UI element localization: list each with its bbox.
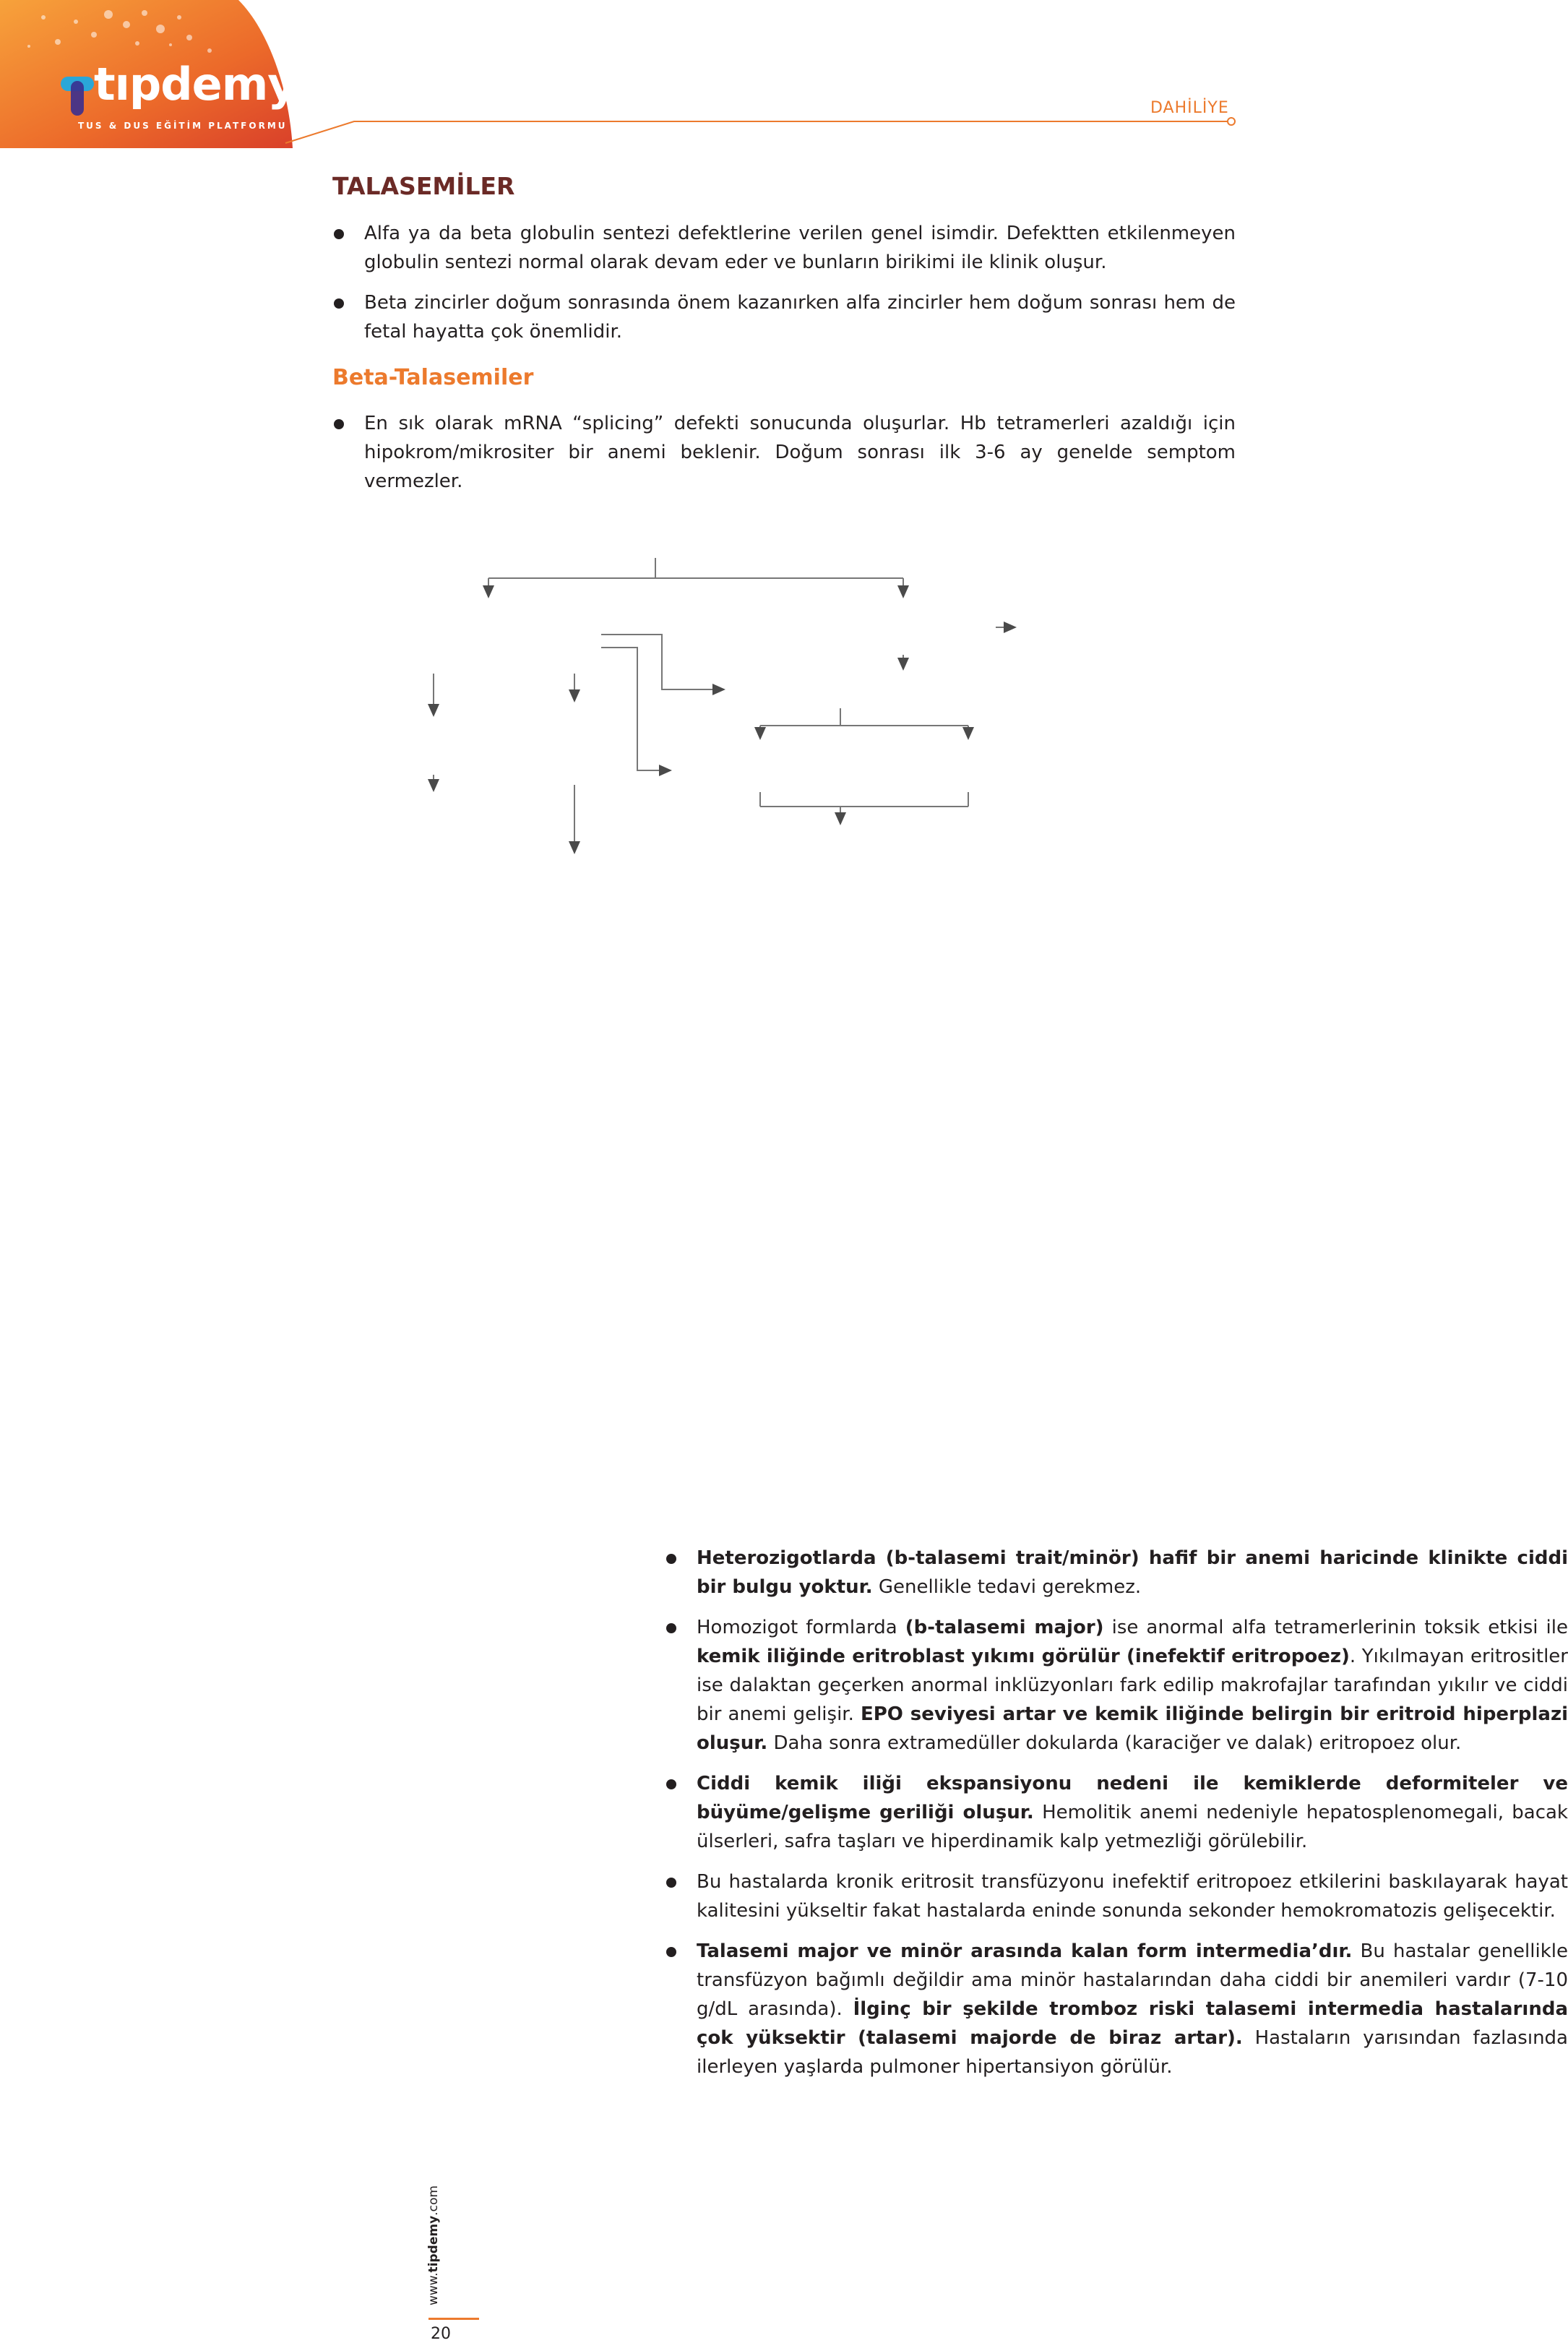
flowchart-connectors <box>332 506 1236 1012</box>
footer-url-suffix: .com <box>426 2185 441 2216</box>
bullet-item <box>665 1544 1568 1602</box>
logo-subtitle: TUS & DUS EĞİTİM PLATFORMU <box>78 121 288 131</box>
page-number: 20 <box>431 2325 451 2343</box>
bullet-item <box>332 219 1236 277</box>
header-divider-line <box>0 101 1257 159</box>
footer-accent-line <box>428 2318 479 2320</box>
bullet-item <box>665 1769 1568 1856</box>
beta-bullet-list <box>332 409 1236 496</box>
bullet-text: Daha sonra extramedüller dokularda (karaciğer ve dalak) eritropoez olur. <box>767 1732 1462 1754</box>
bullet-text: Hastaların yarısından fazlasında ilerleyen yaşlarda pulmoner hipertansiyon görülür. <box>697 2027 1568 2078</box>
logo-text: tıpdemy <box>94 58 296 111</box>
content-top <box>332 166 1236 507</box>
bullet-dot-icon <box>334 419 344 429</box>
bullet-text: Bu hastalar genellikle transfüzyon bağımlı değildir ama minör hastalarından daha ciddi bir anemileri vardır (7-10 g/dL arasında). <box>697 1940 1568 2020</box>
bullet-text: Alfa ya da beta globulin sentezi defektlerine verilen genel isimdir. Defektten etkilenmeyen globulin sentezi normal olarak devam eder ve bunların birikimi ile klinik oluşur. <box>364 223 1236 273</box>
bullet-item <box>665 1867 1568 1925</box>
bullet-text: Beta zincirler doğum sonrasında önem kazanırken alfa zincirler hem doğum sonrası hem de fetal hayatta çok önemlidir. <box>364 292 1236 343</box>
bullet-bold-text: Talasemi major ve minör arasında kalan form intermedia’dır. <box>697 1940 1353 1962</box>
bullet-item <box>665 1613 1568 1758</box>
bullet-dot-icon <box>666 1623 676 1633</box>
bullet-dot-icon <box>666 1779 676 1789</box>
lower-bullet-list <box>665 1544 1568 2081</box>
bullet-dot-icon <box>334 298 344 309</box>
bullet-text: Homozigot formlarda <box>697 1617 905 1638</box>
bullet-bold-text: kemik iliğinde eritroblast yıkımı görülür (inefektif eritropoez) <box>697 1646 1350 1667</box>
bullet-text: Hemolitik anemi nedeniyle hepatosplenomegali, bacak ülserleri, safra taşları ve hiperdinamik kalp yetmezliği görülebilir. <box>697 1802 1568 1852</box>
bullet-dot-icon <box>334 229 344 239</box>
page-title: TALASEMİLER <box>332 172 515 200</box>
bullet-dot-icon <box>666 1554 676 1564</box>
footer-url-prefix: www. <box>426 2272 441 2305</box>
bullet-item <box>332 288 1236 346</box>
intro-bullet-list <box>332 219 1236 346</box>
bullet-bold-text: İlginç bir şekilde tromboz riski talasemi intermedia hastalarında çok yüksektir (talasemi majorde de biraz artar). <box>697 1998 1568 2049</box>
bullet-bold-text: Heterozigotlarda (b-talasemi trait/minör) hafif bir anemi haricinde klinikte ciddi bir bulgu yoktur. <box>697 1547 1568 1598</box>
beta-thalassemia-flowchart <box>332 506 1568 2343</box>
bullet-dot-icon <box>666 1947 676 1957</box>
bullet-text: . Yıkılmayan eritrositler ise dalaktan geçerken anormal inklüzyonları fark edilip makrofajlar tarafından yıkılır ve ciddi bir anemi gelişir. <box>697 1646 1568 1725</box>
bullet-bold-text: EPO seviyesi artar ve kemik iliğinde belirgin bir eritroid hiperplazi oluşur. <box>697 1703 1568 1754</box>
section-tag: DAHİLİYE <box>1150 99 1229 117</box>
bullet-bold-text: Ciddi kemik iliği ekspansiyonu nedeni ile kemiklerde deformiteler ve büyüme/gelişme geriliği oluşur. <box>697 1773 1568 1823</box>
bullet-bold-text: (b-talasemi major) <box>905 1617 1104 1638</box>
bullet-text: Bu hastalarda kronik eritrosit transfüzyonu inefektif eritropoez etkilerini baskılayarak hayat kalitesini yükseltir fakat hastalarda eninde sonunda sekonder hemokromatozis gelişecektir. <box>697 1871 1568 1922</box>
footer-website[interactable] <box>426 2185 441 2305</box>
footer-url-brand: tipdemy <box>426 2215 441 2273</box>
bullet-dot-icon <box>666 1878 676 1888</box>
section-subtitle: Beta-Talasemiler <box>332 365 534 390</box>
bullet-item <box>332 409 1236 496</box>
bullet-text: Genellikle tedavi gerekmez. <box>872 1576 1142 1598</box>
bullet-text: En sık olarak mRNA “splicing” defekti sonucunda oluşurlar. Hb tetramerleri azaldığı için hipokrom/mikrositer bir anemi beklenir. Doğum sonrası ilk 3-6 ay genelde semptom vermezler. <box>364 413 1236 492</box>
bullet-item <box>665 1937 1568 2081</box>
content-bottom <box>665 1544 1568 2093</box>
bullet-text: ise anormal alfa tetramerlerinin toksik etkisi ile <box>1103 1617 1568 1638</box>
